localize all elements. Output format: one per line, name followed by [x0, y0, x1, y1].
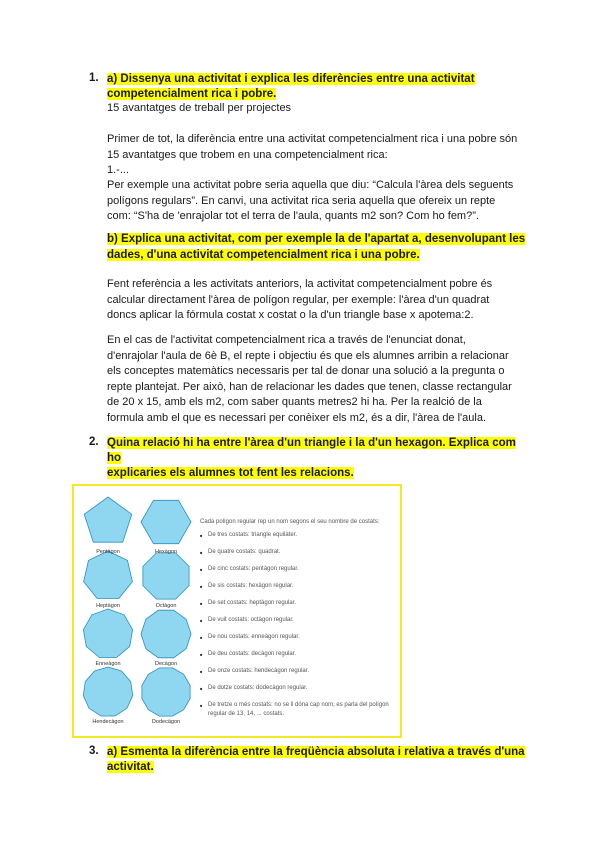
- polygon-label: Hexàgon: [154, 549, 178, 555]
- list-start: 1.-...: [107, 164, 130, 176]
- polygon-label: Enneàgon: [95, 661, 121, 667]
- polygon-shape-12: [142, 668, 190, 716]
- question-1b: [107, 232, 527, 263]
- polygon-shape-7: [84, 551, 133, 599]
- polygon-items: [200, 531, 396, 719]
- polygon-label: Heptàgon: [96, 603, 120, 609]
- polygon-label: Octàgon: [155, 603, 177, 609]
- question-1b-line2: dades, d'una activitat competencialment rica i una pobre.: [107, 248, 420, 261]
- question-1-number: 1.: [89, 72, 99, 84]
- polygon-label: Dodecàgon: [151, 719, 181, 725]
- paragraph-poor-activity: Fent referència a les activitats anteriors, la activitat competencialment pobre és calcular directament l'àrea de polígon regular, per exemple: l'àrea d'un quadrat doncs aplicar la fórmula costat x costat o la d'un triangle base x apotema:2.: [107, 278, 493, 321]
- polygon-shape-10: [141, 610, 191, 658]
- polygon-label: Decàgon: [154, 661, 178, 667]
- polygon-list-item: ■ De onze costats: hendecàgon regular.: [200, 667, 396, 684]
- subtitle-15-avantatges: 15 avantatges de treball per projectes: [107, 102, 292, 114]
- question-1-title-line1: a) Dissenya una activitat i explica les diferències entre una activitat: [107, 73, 475, 85]
- paragraph-rich-activity: En el cas de l'activitat competencialment rica a través de l'enunciat donat, d'enrajolar l'aula de 6è B, el repte i objectiu és que els alumnes arribin a relacionar els conceptes matemàtics necessaris per tal de donar una solució a la pregunta o repte plantejat. Per això, han de relacionar les dades que tenen, classe rectangular de 20 x 15, amb els m2, com saber quants metres2 hi ha. Per la realció de la formula amb el que es necessari per conèixer els m2, és a dir, l'àrea de l'aula.: [107, 334, 512, 424]
- polygon-list-item: ■ De tres costats: triangle equilàter.: [200, 531, 396, 548]
- question-1-title-line2: competencialment rica i pobre.: [107, 88, 277, 100]
- polygon-shape-5: [84, 497, 132, 542]
- polygon-shape-11: [83, 667, 132, 716]
- polygon-list-item: ■ De nou costats: enneàgon regular.: [200, 633, 396, 650]
- polygon-list-intro: Cada polígon regular rep un nom segons el seu nombre de costats:: [200, 519, 380, 525]
- polygon-shape-8: [143, 553, 189, 599]
- question-3-line2: activitat.: [107, 761, 154, 773]
- question-1b-line1: b) Explica una activitat, com per exemple la de l'apartat a, desenvolupant les: [107, 233, 526, 245]
- polygon-list-item: ■ De quatre costats: quadrat.: [200, 548, 396, 565]
- polygons-figure: [72, 484, 402, 738]
- polygon-shape-9: [83, 609, 132, 658]
- polygon-list-item: ■ De set costats: heptàgon regular.: [200, 599, 396, 616]
- paragraph-example: Per exemple una activitat pobre seria aquella que diu: “Calcula l'àrea dels seguents polígons regulars”. En canvi, una activitat rica seria aquella que ofereix un repte com: “S'ha de 'enrajolar tot el terra de l'aula, quants m2 son? Com ho fem?”.: [107, 179, 514, 222]
- polygon-list-item-last: ■ De tretze o més costats: no se li dóna cap nom, es parla del polígon regular de 13, 14, ... costats.: [200, 701, 396, 719]
- polygon-shape-6: [141, 500, 191, 543]
- polygon-label: Pentàgon: [96, 549, 120, 555]
- question-2-line1: Quina relació hi ha entre l'àrea d'un triangle i la d'un hexagon. Explica com ho: [107, 437, 516, 464]
- polygon-label: Hendecàgon: [92, 719, 124, 725]
- polygon-list-item: ■ De vuit costats: octàgon regular.: [200, 616, 396, 633]
- polygon-list-item: ■ De dotze costats: dodecàgon regular.: [200, 684, 396, 701]
- paragraph-intro: Primer de tot, la diferència entre una activitat competencialment rica i una pobre són 15 avantatges que trobem en una competencialment rica:: [107, 133, 518, 161]
- question-3-line1: a) Esmenta la diferència entre la freqüència absoluta i relativa a través d'una: [107, 746, 525, 758]
- polygons-drawing: [74, 486, 200, 736]
- question-3-number: 3.: [89, 745, 99, 757]
- question-2-line2: explicaries els alumnes tot fent les relacions.: [107, 467, 354, 479]
- polygon-list-item: ■ De deu costats: decàgon regular.: [200, 650, 396, 667]
- polygon-list-item: ■ De sis costats: hexàgon regular.: [200, 582, 396, 599]
- question-2-number: 2.: [89, 436, 99, 448]
- polygon-list-item: ■ De cinc costats: pentàgon regular.: [200, 565, 396, 582]
- polygon-names-list: [200, 518, 396, 719]
